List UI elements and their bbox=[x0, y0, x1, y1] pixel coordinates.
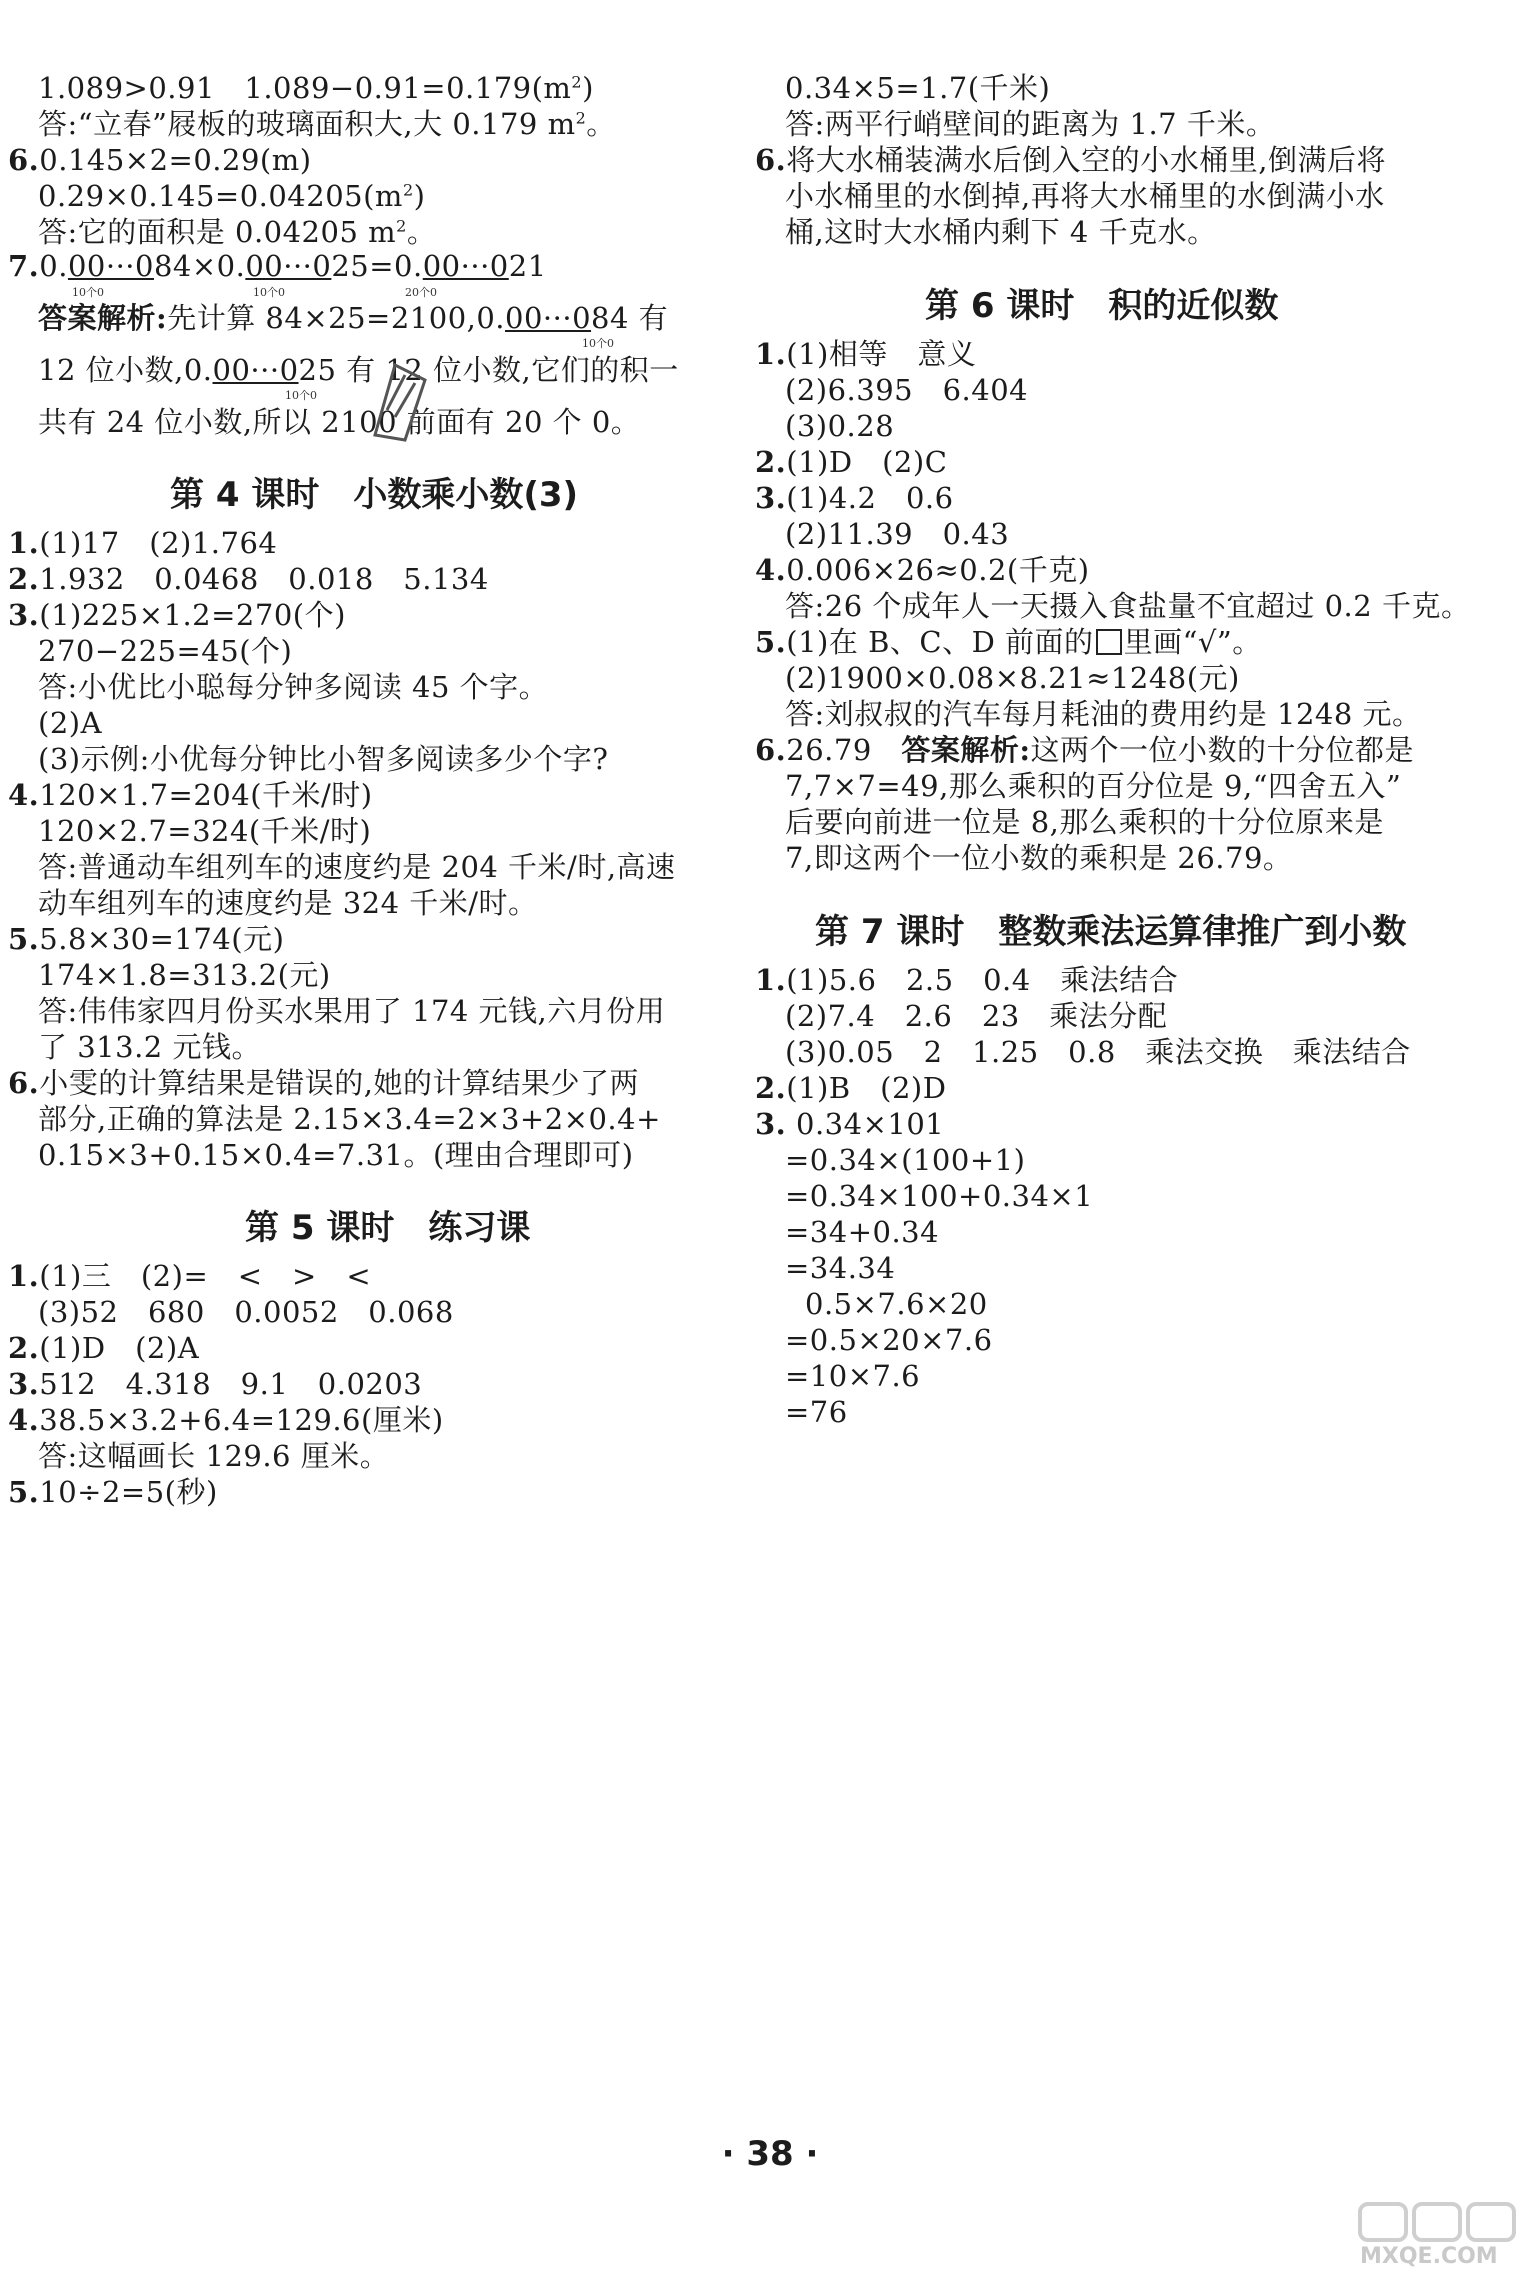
page-number: · 38 · bbox=[721, 2134, 819, 2174]
question-2: 2.(1)B (2)D bbox=[755, 1071, 947, 1105]
brace-note: 20个0 bbox=[405, 286, 437, 299]
question-5: 5.10÷2=5(秒) bbox=[8, 1475, 218, 1509]
question-1: 1.(1)三 (2)= < > < bbox=[8, 1259, 372, 1293]
answer-line: (3)0.05 2 1.25 0.8 乘法交换 乘法结合 bbox=[785, 1035, 1411, 1069]
calc-line: =10×7.6 bbox=[785, 1359, 921, 1393]
answer-line: 174×1.8=313.2(元) bbox=[38, 958, 331, 992]
answer-line: (3)52 680 0.0052 0.068 bbox=[38, 1295, 454, 1329]
answer-line: 答:伟伟家四月份买水果用了 174 元钱,六月份用 bbox=[38, 994, 666, 1028]
answer-line: (3)示例:小优每分钟比小智多阅读多少个字? bbox=[38, 742, 609, 776]
answer-line: 共有 24 位小数,所以 2100 前面有 20 个 0。 bbox=[38, 405, 641, 439]
calc-line: =0.34×100+0.34×1 bbox=[785, 1179, 1094, 1213]
question-4: 4.120×1.7=204(千米/时) bbox=[8, 778, 373, 812]
pencil-scribble-mark bbox=[365, 355, 445, 445]
question-1: 1.(1)相等 意义 bbox=[755, 337, 977, 371]
section-heading: 第 6 课时 积的近似数 bbox=[925, 286, 1279, 326]
answer-line: 部分,正确的算法是 2.15×3.4=2×3+2×0.4+ bbox=[38, 1102, 661, 1136]
answer-line: 动车组列车的速度约是 324 千米/时。 bbox=[38, 886, 538, 920]
question-6: 6.小雯的计算结果是错误的,她的计算结果少了两 bbox=[8, 1066, 640, 1100]
question-3: 3. 0.34×101 bbox=[755, 1107, 945, 1141]
question-1: 1.(1)5.6 2.5 0.4 乘法结合 bbox=[755, 963, 1179, 997]
answer-line: (2)7.4 2.6 23 乘法分配 bbox=[785, 999, 1168, 1033]
answer-line: 270−225=45(个) bbox=[38, 634, 293, 668]
answer-line: 7,7×7=49,那么乘积的百分位是 9,“四舍五入” bbox=[785, 769, 1402, 803]
answer-line: (2)6.395 6.404 bbox=[785, 373, 1029, 407]
answer-line: 了 313.2 元钱。 bbox=[38, 1030, 261, 1064]
answer-line: (2)11.39 0.43 bbox=[785, 517, 1010, 551]
question-2: 2.1.932 0.0468 0.018 5.134 bbox=[8, 562, 489, 596]
answer-line: 0.34×5=1.7(千米) bbox=[785, 71, 1051, 105]
section-heading: 第 7 课时 整数乘法运算律推广到小数 bbox=[815, 912, 1407, 952]
question-2: 2.(1)D (2)A bbox=[8, 1331, 200, 1365]
brace-note: 10个0 bbox=[72, 286, 104, 299]
answer-line: 12 位小数,0.00···025 有 12 位小数,它们的积一 bbox=[38, 353, 679, 387]
answer-line: (3)0.28 bbox=[785, 409, 895, 443]
question-2: 2.(1)D (2)C bbox=[755, 445, 948, 479]
question-3: 3.(1)4.2 0.6 bbox=[755, 481, 954, 515]
watermark-text: MXQE.COM bbox=[1360, 2244, 1498, 2269]
answer-line: 桶,这时大水桶内剩下 4 千克水。 bbox=[785, 215, 1217, 249]
question-3: 3.(1)225×1.2=270(个) bbox=[8, 598, 346, 632]
answer-line: (2)1900×0.08×8.21≈1248(元) bbox=[785, 661, 1240, 695]
answer-line: 后要向前进一位是 8,那么乘积的十分位原来是 bbox=[785, 805, 1384, 839]
answer-line: 答:26 个成年人一天摄入食盐量不宜超过 0.2 千克。 bbox=[785, 589, 1471, 623]
watermark-logo bbox=[1340, 2200, 1530, 2270]
brace-note: 10个0 bbox=[253, 286, 285, 299]
answer-line: 答:普通动车组列车的速度约是 204 千米/时,高速 bbox=[38, 850, 676, 884]
question-6: 6.0.145×2=0.29(m) bbox=[8, 143, 312, 177]
question-5: 5.5.8×30=174(元) bbox=[8, 922, 285, 956]
answer-line: (2)A bbox=[38, 706, 103, 740]
question-6: 6.26.79 答案解析:这两个一位小数的十分位都是 bbox=[755, 733, 1415, 767]
question-1: 1.(1)17 (2)1.764 bbox=[8, 526, 278, 560]
answer-line: 0.15×3+0.15×0.4=7.31。(理由合理即可) bbox=[38, 1138, 634, 1172]
answer-line: $0.29\times 0.145=0.04205(m^2)$ bbox=[38, 179, 426, 213]
answer-line: 答案解析:先计算 84×25=2100,0.00···084 有 bbox=[38, 301, 669, 335]
answer-line: 120×2.7=324(千米/时) bbox=[38, 814, 372, 848]
calc-line: =0.5×20×7.6 bbox=[785, 1323, 993, 1357]
calc-line: =76 bbox=[785, 1395, 848, 1429]
answer-line: 小水桶里的水倒掉,再将大水桶里的水倒满小水 bbox=[785, 179, 1385, 213]
answer-line: 答:这幅画长 129.6 厘米。 bbox=[38, 1439, 390, 1473]
answer-line: 答:它的面积是 0.04205 $m^2$。 bbox=[38, 215, 437, 249]
section-heading: 第 4 课时 小数乘小数(3) bbox=[170, 475, 579, 515]
brace-note: 10个0 bbox=[582, 337, 614, 350]
answer-line: 7,即这两个一位小数的乘积是 26.79。 bbox=[785, 841, 1293, 875]
question-6: 6.将大水桶装满水后倒入空的小水桶里,倒满后将 bbox=[755, 143, 1387, 177]
question-5: 5.(1)在 B、C、D 前面的 里画“√”。 bbox=[755, 625, 1262, 659]
question-4: 4.38.5×3.2+6.4=129.6(厘米) bbox=[8, 1403, 444, 1437]
calc-line: =0.34×(100+1) bbox=[785, 1143, 1026, 1177]
answer-line: 答:刘叔叔的汽车每月耗油的费用约是 1248 元。 bbox=[785, 697, 1422, 731]
brace-note: 10个0 bbox=[285, 389, 317, 402]
calc-line: =34+0.34 bbox=[785, 1215, 940, 1249]
question-3: 3.512 4.318 9.1 0.0203 bbox=[8, 1367, 423, 1401]
answer-line: 1.089>0.91 $1.089-0.91=0.179(m^2)$ bbox=[38, 71, 594, 105]
section-heading: 第 5 课时 练习课 bbox=[245, 1208, 531, 1248]
question-4: 4.0.006×26≈0.2(千克) bbox=[755, 553, 1090, 587]
answer-box bbox=[1096, 629, 1122, 655]
watermark-icon bbox=[1340, 2200, 1530, 2244]
answer-line: 答:小优比小聪每分钟多阅读 45 个字。 bbox=[38, 670, 549, 704]
calc-line: 0.5×7.6×20 bbox=[805, 1287, 988, 1321]
answer-line: 答:两平行峭壁间的距离为 1.7 千米。 bbox=[785, 107, 1276, 141]
calc-line: =34.34 bbox=[785, 1251, 896, 1285]
answer-line: 答:“立春”屐板的玻璃面积大,大 0.179 $m^2$。 bbox=[38, 107, 616, 141]
question-7: 7.0.00···084×0.00···025=0.00···021 bbox=[8, 249, 547, 283]
